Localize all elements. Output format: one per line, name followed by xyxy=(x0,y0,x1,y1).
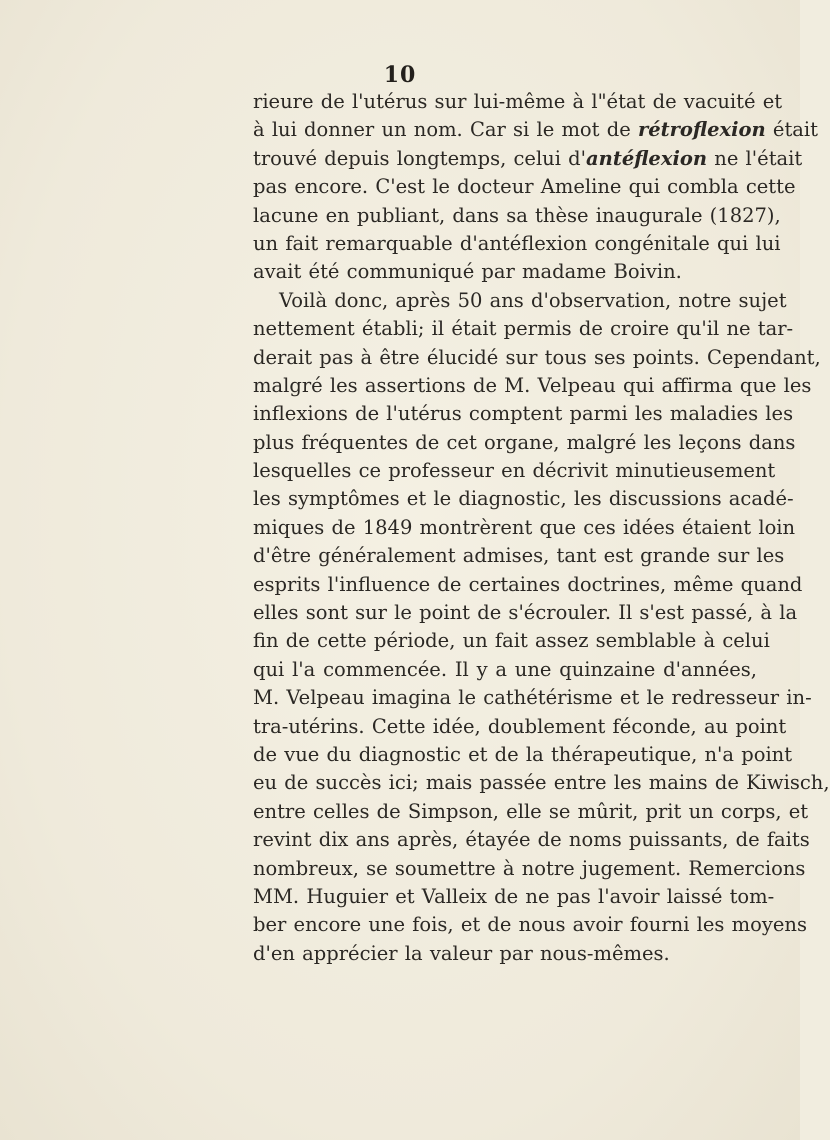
text-line xyxy=(253,116,818,144)
text-line: eu de succès ici; mais passée entre les mains de Kiwisch, xyxy=(253,771,830,795)
text-line: nombreux, se soumettre à notre jugement. Remercions xyxy=(253,856,806,880)
text-line: fin de cette période, un fait assez semblable à celui xyxy=(253,629,770,653)
text-line xyxy=(253,145,803,173)
text-line: Voilà donc, après 50 ans d'observation, notre sujet xyxy=(279,288,787,312)
text-line: inflexions de l'utérus comptent parmi les maladies les xyxy=(253,402,794,426)
text-line: de vue du diagnostic et de la thérapeutique, n'a point xyxy=(253,742,793,766)
body-text xyxy=(253,88,830,968)
text-fragment: ne l'était xyxy=(707,146,803,170)
text-line: un fait remarquable d'antéflexion congénitale qui lui xyxy=(253,231,781,255)
text-line: revint dix ans après, étayée de noms puissants, de faits xyxy=(253,828,810,852)
text-fragment: trouvé depuis longtemps, celui d' xyxy=(253,146,587,170)
text-line: qui l'a commencée. Il y a une quinzaine d'années, xyxy=(253,657,757,681)
text-line: les symptômes et le diagnostic, les discussions acadé- xyxy=(253,487,794,511)
text-line: MM. Huguier et Valleix de ne pas l'avoir laissé tom- xyxy=(253,884,775,908)
text-line: avait été communiqué par madame Boivin. xyxy=(253,260,682,284)
italic-term: antéflexion xyxy=(586,146,708,170)
text-line: derait pas à être élucidé sur tous ses points. Cependant, xyxy=(253,345,821,369)
italic-term: rétroflexion xyxy=(637,118,766,142)
text-line: d'en apprécier la valeur par nous-mêmes. xyxy=(253,941,670,965)
text-line: pas encore. C'est le docteur Ameline qui combla cette xyxy=(253,175,796,199)
text-line: ber encore une fois, et de nous avoir fourni les moyens xyxy=(253,913,807,937)
text-line: malgré les assertions de M. Velpeau qui affirma que les xyxy=(253,373,812,397)
text-fragment: était xyxy=(765,118,818,142)
text-line: lesquelles ce professeur en décrivit minutieusement xyxy=(253,459,776,483)
text-line: d'être généralement admises, tant est grande sur les xyxy=(253,544,785,568)
text-line: lacune en publiant, dans sa thèse inaugurale (1827), xyxy=(253,203,781,227)
text-line: elles sont sur le point de s'écrouler. Il s'est passé, à la xyxy=(253,601,798,625)
text-line: esprits l'influence de certaines doctrines, même quand xyxy=(253,572,803,596)
text-line: entre celles de Simpson, elle se mûrit, prit un corps, et xyxy=(253,799,809,823)
text-line: miques de 1849 montrèrent que ces idées étaient loin xyxy=(253,515,796,539)
text-line: plus fréquentes de cet organe, malgré les leçons dans xyxy=(253,430,796,454)
text-fragment: à lui donner un nom. Car si le mot de xyxy=(253,118,638,142)
text-line: rieure de l'utérus sur lui-même à l"état de vacuité et xyxy=(253,90,783,113)
text-line: nettement établi; il était permis de croire qu'il ne tar- xyxy=(253,317,794,341)
text-line: M. Velpeau imagina le cathétérisme et le redresseur in- xyxy=(253,686,812,710)
text-line: tra-utérins. Cette idée, doublement féconde, au point xyxy=(253,714,787,738)
page-number: 10 xyxy=(383,62,417,88)
